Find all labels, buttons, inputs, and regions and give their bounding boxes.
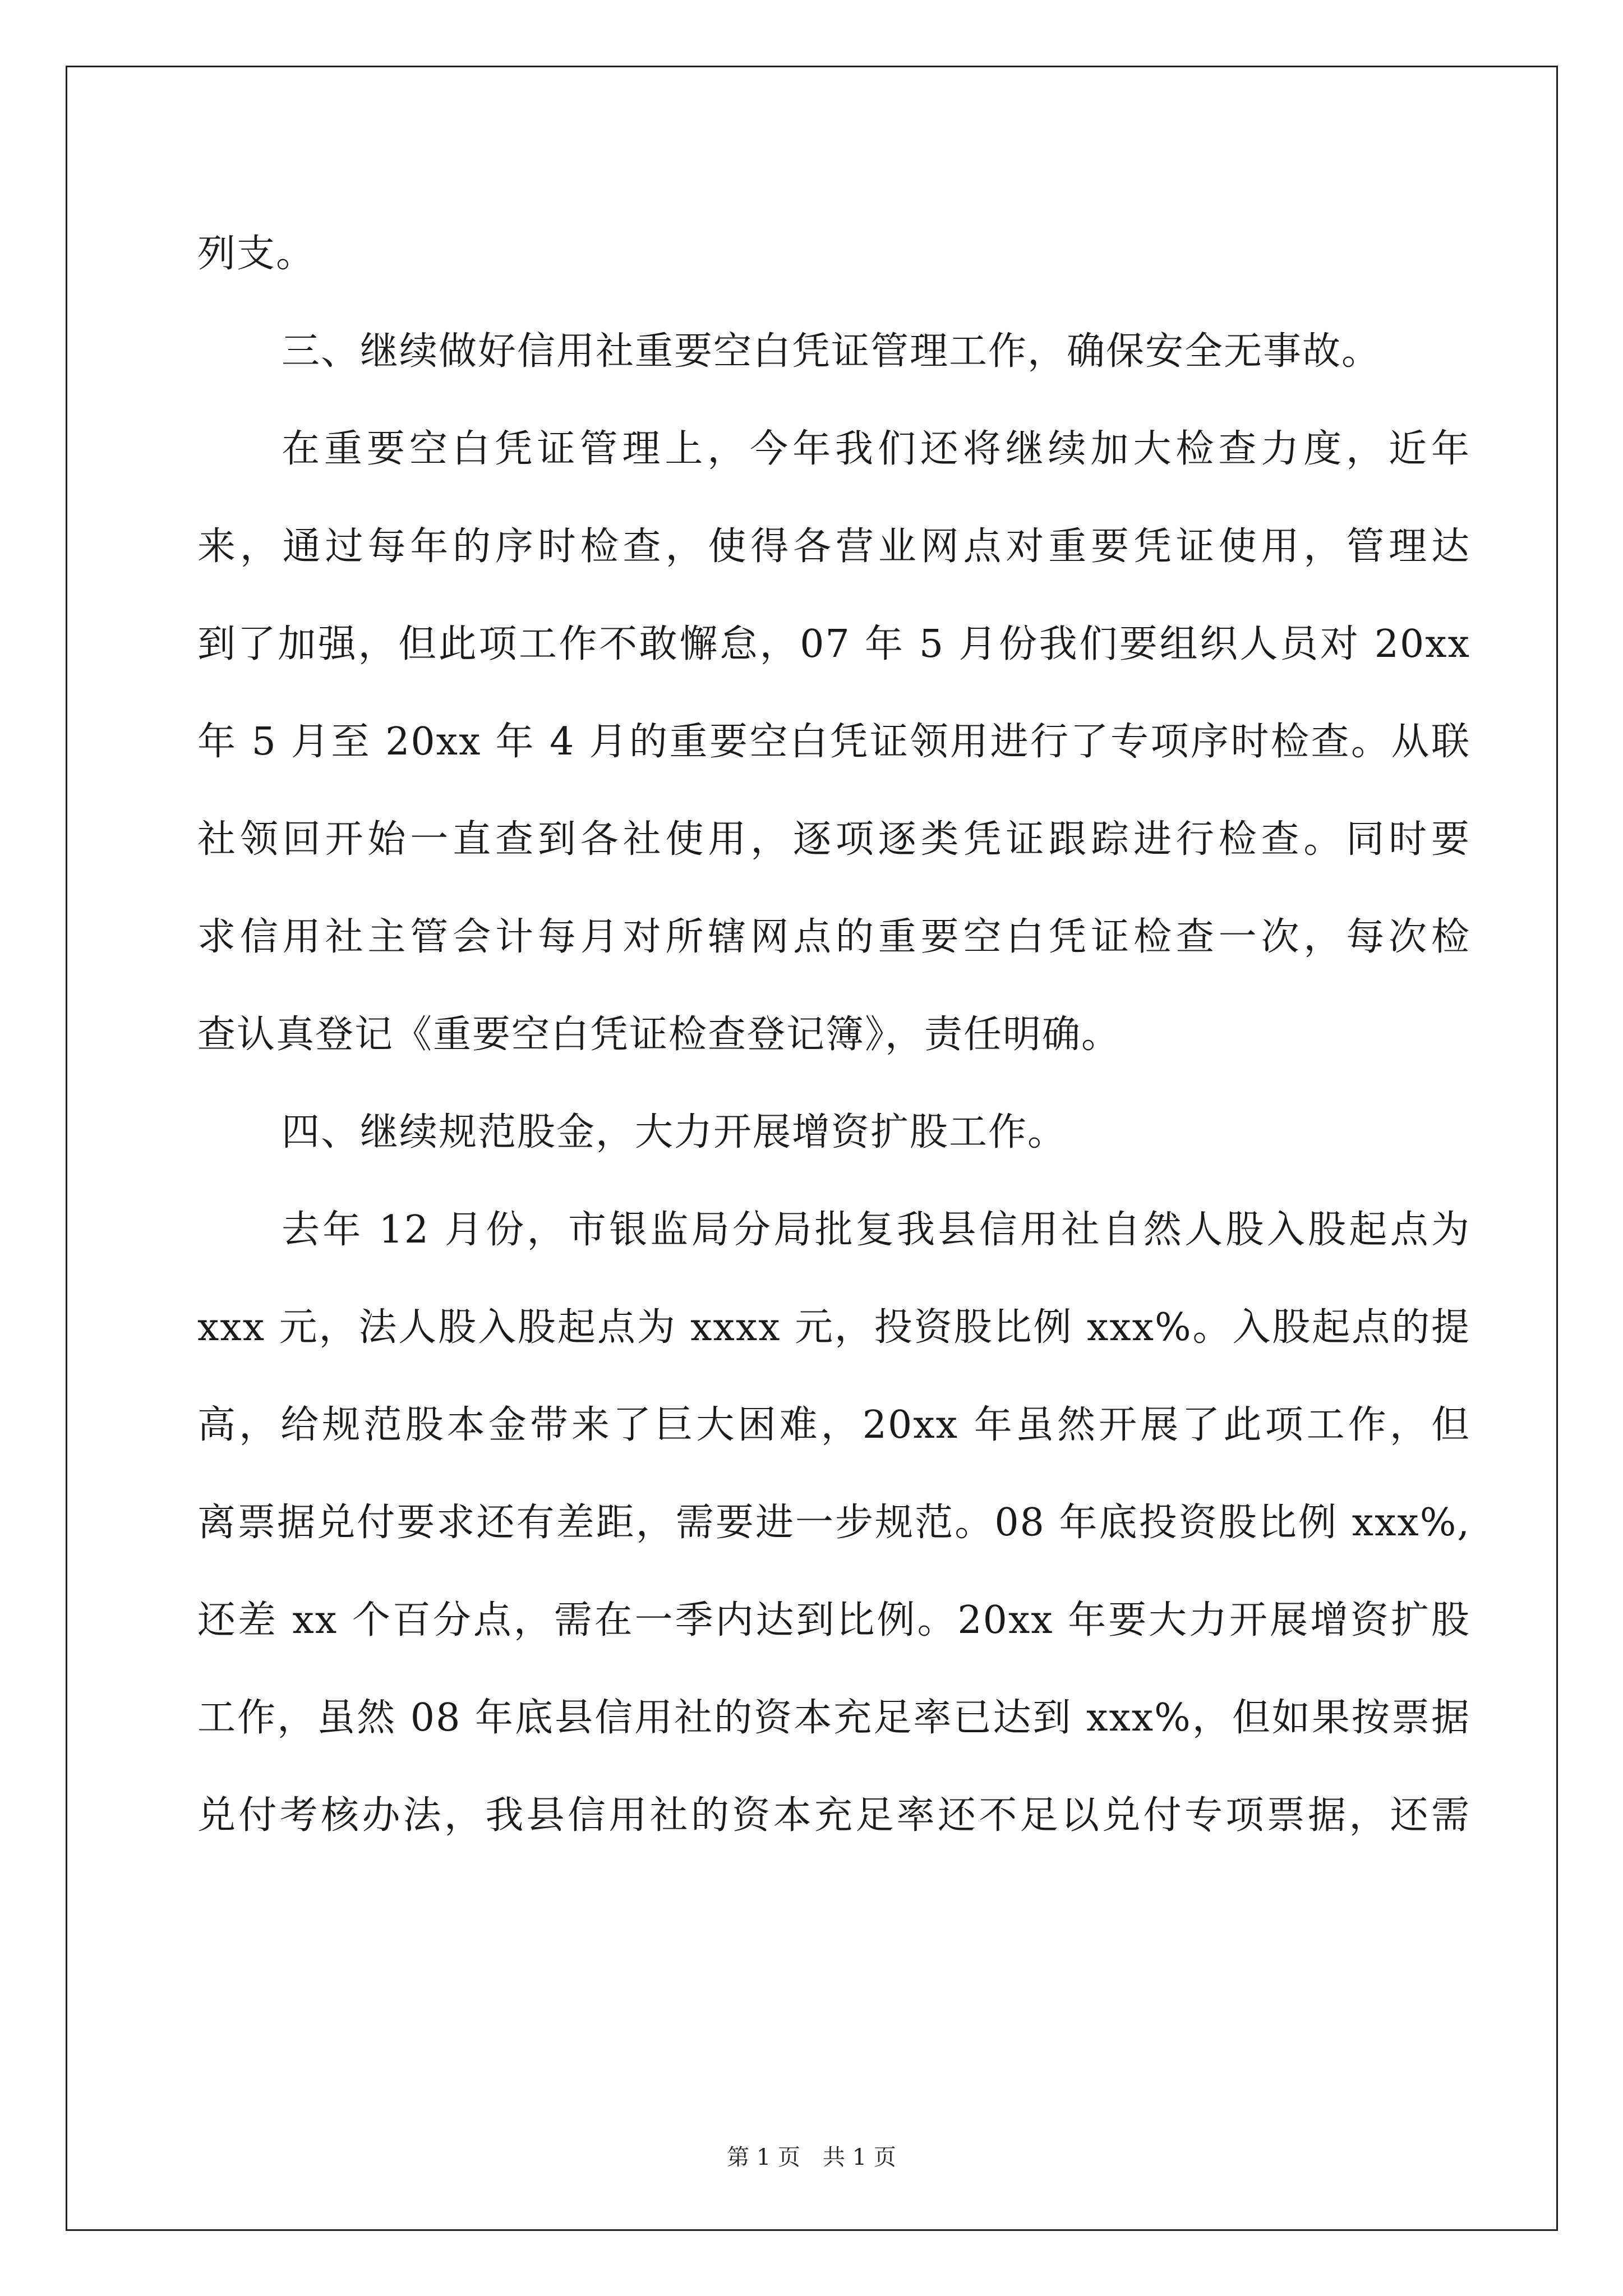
text-line: 去年 12 月份，市银监局分局批复我县信用社自然人股入股起点为 — [282, 1208, 1470, 1252]
page-number-footer: 第 1 页 共 1 页 — [727, 2145, 896, 2170]
document-body — [197, 205, 1470, 1865]
text-line: 查认真登记《重要空白凭证检查登记簿》，责任明确。 — [197, 1013, 1121, 1057]
section-heading: 三、继续做好信用社重要空白凭证管理工作，确保安全无事故。 — [282, 329, 1381, 374]
text-line: 还差 xx 个百分点，需在一季内达到比例。20xx 年要大力开展增资扩股 — [197, 1598, 1470, 1642]
text-line: 列支。 — [197, 232, 316, 276]
text-line: 年 5 月至 20xx 年 4 月的重要空白凭证领用进行了专项序时检查。从联 — [197, 720, 1470, 764]
text-line: 在重要空白凭证管理上，今年我们还将继续加大检查力度，近年 — [282, 427, 1470, 471]
text-line: 社领回开始一直查到各社使用，逐项逐类凭证跟踪进行检查。同时要 — [197, 817, 1470, 862]
text-line: 到了加强，但此项工作不敢懈怠，07 年 5 月份我们要组织人员对 20xx — [197, 622, 1470, 666]
text-line: 工作，虽然 08 年底县信用社的资本充足率已达到 xxx%，但如果按票据 — [197, 1696, 1470, 1740]
text-line: 来，通过每年的序时检查，使得各营业网点对重要凭证使用，管理达 — [197, 524, 1470, 569]
text-line: xxx 元，法人股入股起点为 xxxx 元，投资股比例 xxx%。入股起点的提 — [197, 1305, 1470, 1350]
section-heading: 四、继续规范股金，大力开展增资扩股工作。 — [282, 1110, 1067, 1154]
text-line: 离票据兑付要求还有差距，需要进一步规范。08 年底投资股比例 xxx%, — [197, 1501, 1470, 1545]
text-line: 兑付考核办法，我县信用社的资本充足率还不足以兑付专项票据，还需 — [197, 1793, 1470, 1838]
text-line: 高，给规范股本金带来了巨大困难，20xx 年虽然开展了此项工作，但 — [197, 1403, 1470, 1447]
text-line: 求信用社主管会计每月对所辖网点的重要空白凭证检查一次，每次检 — [197, 915, 1470, 959]
